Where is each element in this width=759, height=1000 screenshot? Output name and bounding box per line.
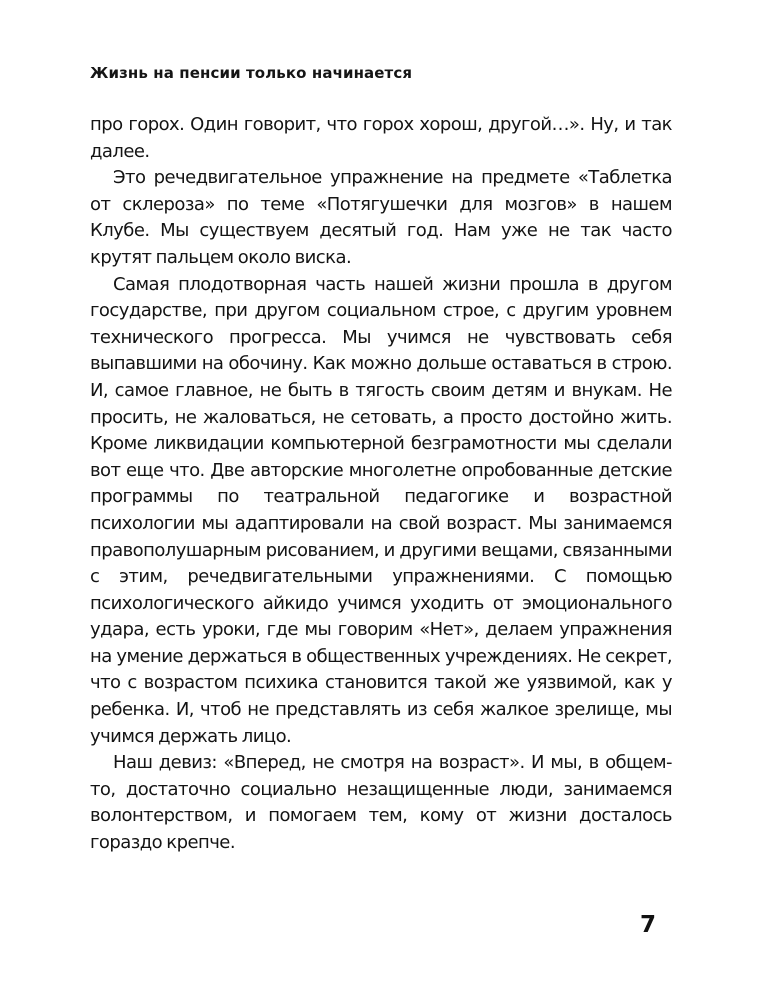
running-title: Жизнь на пенсии только начинается [90, 64, 413, 82]
page-number: 7 [640, 912, 657, 938]
paragraph: Наш девиз: «Вперед, не смотря на возраст». И мы, в общем-то, достаточно социально незащищенные люди, занимаемся волонтерством, и помогаем тем, кому от жизни досталось гораздо крепче. [90, 752, 672, 854]
paragraph: Самая плодотворная часть нашей жизни прошла в другом государстве, при другом социальном строе, с другим уровнем технического прогресса. Мы учимся не чувствовать себя выпавшими на обочину. Как можно дольше оставаться в строю. И, самое главное, не быть в тягость своим детям и внукам. Не просить, не жаловаться, не сетовать, а просто достойно жить. Кроме ликвидации компьютерной безграмотности мы сделали вот еще что. Две авторские многолетне опробованные детские программы по театральной педагогике и возрастной психологии мы адаптировали на свой возраст. Мы занимаемся правополушарным рисованием, и другими вещами, связанными с этим, речедвигательными упражнениями. С помощью психологического айкидо учимся уходить от эмоционального удара, есть уроки, где мы говорим «Нет», делаем упражнения на умение держаться в общественных учреждениях. Не секрет, что с возрастом психика становится такой же уязвимой, как у ребенка. И, чтоб не представлять из себя жалкое зрелище, мы учимся держать лицо. [90, 273, 672, 747]
body-text [90, 112, 672, 857]
paragraph-continued: про горох. Один говорит, что горох хорош, другой…». Ну, и так далее. [90, 114, 672, 162]
paragraph: Это речедвигательное упражнение на предмете «Таблетка от склероза» по теме «Потягушечки для мозгов» в нашем Клубе. Мы существуем десятый год. Нам уже не так часто крутят пальцем около виска. [90, 167, 672, 268]
